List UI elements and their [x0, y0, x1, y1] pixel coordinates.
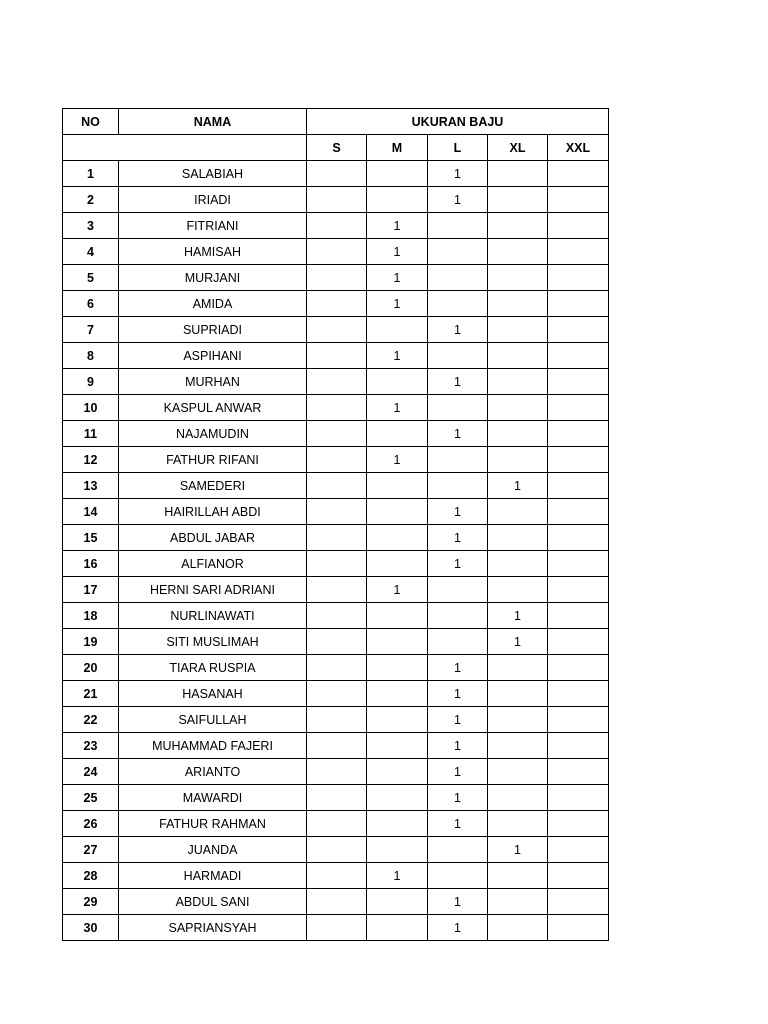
cell-size-xl: 1	[488, 473, 548, 499]
cell-size-xxl	[548, 551, 609, 577]
cell-size-l: 1	[428, 161, 488, 187]
cell-nama: ARIANTO	[119, 759, 307, 785]
header-row-1	[63, 109, 609, 135]
cell-no: 21	[63, 681, 119, 707]
cell-size-xl	[488, 213, 548, 239]
cell-size-xxl	[548, 499, 609, 525]
cell-size-xxl	[548, 291, 609, 317]
cell-size-xxl	[548, 421, 609, 447]
cell-size-xl	[488, 499, 548, 525]
table-row	[63, 785, 609, 811]
cell-size-xl	[488, 421, 548, 447]
cell-no: 5	[63, 265, 119, 291]
cell-size-s	[307, 447, 367, 473]
shirt-size-table	[62, 108, 609, 941]
table-row	[63, 655, 609, 681]
cell-no: 20	[63, 655, 119, 681]
cell-nama: AMIDA	[119, 291, 307, 317]
cell-nama: MAWARDI	[119, 785, 307, 811]
cell-nama: FITRIANI	[119, 213, 307, 239]
cell-nama: IRIADI	[119, 187, 307, 213]
cell-nama: NURLINAWATI	[119, 603, 307, 629]
cell-size-xxl	[548, 265, 609, 291]
cell-size-xxl	[548, 785, 609, 811]
cell-nama: MUHAMMAD FAJERI	[119, 733, 307, 759]
cell-size-l	[428, 239, 488, 265]
cell-size-s	[307, 265, 367, 291]
cell-size-s	[307, 889, 367, 915]
cell-size-xxl	[548, 213, 609, 239]
cell-size-l: 1	[428, 187, 488, 213]
cell-size-xxl	[548, 837, 609, 863]
cell-nama: SAMEDERI	[119, 473, 307, 499]
cell-size-xl	[488, 317, 548, 343]
cell-size-s	[307, 499, 367, 525]
table-row	[63, 239, 609, 265]
cell-size-s	[307, 343, 367, 369]
cell-size-l: 1	[428, 785, 488, 811]
cell-no: 16	[63, 551, 119, 577]
cell-size-l	[428, 863, 488, 889]
cell-nama: SALABIAH	[119, 161, 307, 187]
cell-nama: NAJAMUDIN	[119, 421, 307, 447]
cell-nama: HAMISAH	[119, 239, 307, 265]
cell-size-xxl	[548, 343, 609, 369]
table-row	[63, 291, 609, 317]
cell-no: 23	[63, 733, 119, 759]
cell-size-l	[428, 265, 488, 291]
cell-size-s	[307, 811, 367, 837]
cell-nama: MURJANI	[119, 265, 307, 291]
cell-size-m	[367, 785, 428, 811]
table-row	[63, 551, 609, 577]
cell-size-m	[367, 499, 428, 525]
cell-size-xxl	[548, 681, 609, 707]
cell-no: 27	[63, 837, 119, 863]
table-row	[63, 707, 609, 733]
table-row	[63, 629, 609, 655]
cell-size-xl	[488, 187, 548, 213]
cell-size-xl: 1	[488, 837, 548, 863]
cell-size-l: 1	[428, 759, 488, 785]
cell-size-l	[428, 395, 488, 421]
cell-size-m	[367, 759, 428, 785]
cell-size-l: 1	[428, 369, 488, 395]
cell-size-xxl	[548, 473, 609, 499]
cell-size-s	[307, 421, 367, 447]
cell-size-m: 1	[367, 863, 428, 889]
cell-size-m	[367, 707, 428, 733]
cell-no: 8	[63, 343, 119, 369]
cell-size-xl	[488, 811, 548, 837]
cell-size-m	[367, 525, 428, 551]
cell-no: 19	[63, 629, 119, 655]
cell-size-m	[367, 733, 428, 759]
header-ukuran-baju: UKURAN BAJU	[307, 109, 609, 135]
cell-size-m	[367, 655, 428, 681]
cell-size-l	[428, 213, 488, 239]
cell-nama: FATHUR RIFANI	[119, 447, 307, 473]
table-row	[63, 473, 609, 499]
cell-size-l: 1	[428, 525, 488, 551]
cell-size-l	[428, 837, 488, 863]
table-row	[63, 161, 609, 187]
cell-no: 9	[63, 369, 119, 395]
cell-size-xl	[488, 239, 548, 265]
cell-size-m: 1	[367, 395, 428, 421]
cell-size-s	[307, 161, 367, 187]
header-size-s: S	[307, 135, 367, 161]
cell-size-xxl	[548, 915, 609, 941]
cell-size-m	[367, 889, 428, 915]
cell-nama: HASANAH	[119, 681, 307, 707]
cell-size-s	[307, 655, 367, 681]
cell-nama: ALFIANOR	[119, 551, 307, 577]
cell-no: 11	[63, 421, 119, 447]
cell-size-xxl	[548, 447, 609, 473]
cell-size-l	[428, 291, 488, 317]
cell-size-xxl	[548, 889, 609, 915]
cell-size-s	[307, 837, 367, 863]
cell-size-xl	[488, 785, 548, 811]
cell-size-m: 1	[367, 577, 428, 603]
cell-no: 22	[63, 707, 119, 733]
cell-size-xl	[488, 395, 548, 421]
cell-size-xxl	[548, 733, 609, 759]
cell-size-xxl	[548, 811, 609, 837]
table-row	[63, 343, 609, 369]
cell-no: 12	[63, 447, 119, 473]
cell-size-l: 1	[428, 889, 488, 915]
cell-size-l	[428, 343, 488, 369]
cell-size-m: 1	[367, 447, 428, 473]
table-row	[63, 447, 609, 473]
cell-nama: ABDUL JABAR	[119, 525, 307, 551]
cell-no: 2	[63, 187, 119, 213]
cell-size-s	[307, 551, 367, 577]
cell-size-xl	[488, 577, 548, 603]
cell-size-m	[367, 915, 428, 941]
cell-size-xl	[488, 655, 548, 681]
cell-size-xxl	[548, 577, 609, 603]
cell-size-xxl	[548, 863, 609, 889]
cell-no: 30	[63, 915, 119, 941]
table-row	[63, 525, 609, 551]
cell-no: 7	[63, 317, 119, 343]
cell-size-xxl	[548, 525, 609, 551]
cell-nama: FATHUR RAHMAN	[119, 811, 307, 837]
cell-size-s	[307, 785, 367, 811]
cell-size-xxl	[548, 603, 609, 629]
cell-no: 15	[63, 525, 119, 551]
cell-no: 6	[63, 291, 119, 317]
cell-size-xxl	[548, 161, 609, 187]
cell-size-m	[367, 837, 428, 863]
cell-size-l: 1	[428, 421, 488, 447]
cell-size-xxl	[548, 759, 609, 785]
cell-nama: HARMADI	[119, 863, 307, 889]
cell-size-l	[428, 577, 488, 603]
table-row	[63, 499, 609, 525]
cell-no: 18	[63, 603, 119, 629]
cell-size-xxl	[548, 187, 609, 213]
cell-nama: SITI MUSLIMAH	[119, 629, 307, 655]
cell-no: 25	[63, 785, 119, 811]
cell-size-xxl	[548, 629, 609, 655]
cell-size-m: 1	[367, 239, 428, 265]
header-size-xl: XL	[488, 135, 548, 161]
cell-size-s	[307, 629, 367, 655]
cell-size-xxl	[548, 239, 609, 265]
cell-size-xxl	[548, 317, 609, 343]
table-row	[63, 187, 609, 213]
cell-size-s	[307, 525, 367, 551]
cell-size-s	[307, 291, 367, 317]
cell-size-xl	[488, 525, 548, 551]
cell-size-xxl	[548, 395, 609, 421]
cell-size-xxl	[548, 655, 609, 681]
table-row	[63, 759, 609, 785]
cell-no: 14	[63, 499, 119, 525]
cell-size-l: 1	[428, 811, 488, 837]
header-size-m: M	[367, 135, 428, 161]
cell-no: 10	[63, 395, 119, 421]
cell-size-s	[307, 681, 367, 707]
cell-size-l: 1	[428, 733, 488, 759]
cell-size-m: 1	[367, 213, 428, 239]
cell-size-xl	[488, 551, 548, 577]
cell-size-s	[307, 473, 367, 499]
table-row	[63, 863, 609, 889]
table-row	[63, 733, 609, 759]
cell-size-l	[428, 447, 488, 473]
cell-no: 3	[63, 213, 119, 239]
cell-size-m	[367, 317, 428, 343]
cell-no: 28	[63, 863, 119, 889]
cell-size-m	[367, 187, 428, 213]
cell-size-xl: 1	[488, 603, 548, 629]
cell-nama: KASPUL ANWAR	[119, 395, 307, 421]
cell-size-s	[307, 213, 367, 239]
cell-nama: ABDUL SANI	[119, 889, 307, 915]
cell-size-s	[307, 733, 367, 759]
cell-no: 29	[63, 889, 119, 915]
cell-size-xl	[488, 733, 548, 759]
table-row	[63, 837, 609, 863]
cell-size-m	[367, 629, 428, 655]
cell-nama: HAIRILLAH ABDI	[119, 499, 307, 525]
cell-size-l: 1	[428, 681, 488, 707]
cell-no: 17	[63, 577, 119, 603]
cell-size-s	[307, 187, 367, 213]
table-row	[63, 811, 609, 837]
cell-size-xxl	[548, 369, 609, 395]
cell-size-m	[367, 551, 428, 577]
cell-nama: HERNI SARI ADRIANI	[119, 577, 307, 603]
cell-size-s	[307, 317, 367, 343]
cell-size-l: 1	[428, 707, 488, 733]
cell-size-s	[307, 707, 367, 733]
cell-size-s	[307, 239, 367, 265]
cell-size-xxl	[548, 707, 609, 733]
cell-size-m: 1	[367, 291, 428, 317]
cell-size-s	[307, 915, 367, 941]
cell-size-xl	[488, 863, 548, 889]
cell-no: 1	[63, 161, 119, 187]
cell-size-xl	[488, 915, 548, 941]
cell-size-m	[367, 603, 428, 629]
cell-size-xl	[488, 291, 548, 317]
cell-size-s	[307, 395, 367, 421]
cell-size-xl	[488, 707, 548, 733]
cell-size-l	[428, 629, 488, 655]
cell-no: 4	[63, 239, 119, 265]
cell-nama: SUPRIADI	[119, 317, 307, 343]
header-row-2	[63, 135, 609, 161]
cell-nama: SAPRIANSYAH	[119, 915, 307, 941]
cell-size-m: 1	[367, 343, 428, 369]
cell-size-s	[307, 577, 367, 603]
cell-size-m	[367, 473, 428, 499]
cell-size-xl	[488, 343, 548, 369]
table-row	[63, 395, 609, 421]
table-row	[63, 889, 609, 915]
cell-size-m: 1	[367, 265, 428, 291]
header-nama: NAMA	[119, 109, 307, 135]
cell-size-xl	[488, 889, 548, 915]
cell-nama: MURHAN	[119, 369, 307, 395]
table-row	[63, 317, 609, 343]
cell-size-m	[367, 369, 428, 395]
header-blank-cell	[63, 135, 307, 161]
cell-size-xl	[488, 369, 548, 395]
cell-size-l	[428, 603, 488, 629]
cell-size-l: 1	[428, 499, 488, 525]
cell-size-s	[307, 369, 367, 395]
cell-no: 26	[63, 811, 119, 837]
cell-size-s	[307, 759, 367, 785]
table-row	[63, 577, 609, 603]
header-size-xxl: XXL	[548, 135, 609, 161]
cell-size-l: 1	[428, 915, 488, 941]
cell-nama: TIARA RUSPIA	[119, 655, 307, 681]
table-row	[63, 213, 609, 239]
cell-size-l: 1	[428, 317, 488, 343]
cell-size-s	[307, 603, 367, 629]
cell-no: 13	[63, 473, 119, 499]
header-no: NO	[63, 109, 119, 135]
cell-size-xl	[488, 447, 548, 473]
cell-size-xl	[488, 161, 548, 187]
cell-size-m	[367, 421, 428, 447]
cell-size-m	[367, 161, 428, 187]
table-row	[63, 421, 609, 447]
cell-nama: ASPIHANI	[119, 343, 307, 369]
cell-size-xl	[488, 265, 548, 291]
table-row	[63, 265, 609, 291]
cell-size-xl	[488, 681, 548, 707]
cell-nama: SAIFULLAH	[119, 707, 307, 733]
cell-no: 24	[63, 759, 119, 785]
table-row	[63, 915, 609, 941]
cell-size-m	[367, 681, 428, 707]
cell-size-l	[428, 473, 488, 499]
cell-size-l: 1	[428, 551, 488, 577]
cell-size-s	[307, 863, 367, 889]
cell-size-xl: 1	[488, 629, 548, 655]
table-row	[63, 681, 609, 707]
cell-size-xl	[488, 759, 548, 785]
cell-size-m	[367, 811, 428, 837]
cell-nama: JUANDA	[119, 837, 307, 863]
header-size-l: L	[428, 135, 488, 161]
table-row	[63, 369, 609, 395]
table-row	[63, 603, 609, 629]
cell-size-l: 1	[428, 655, 488, 681]
